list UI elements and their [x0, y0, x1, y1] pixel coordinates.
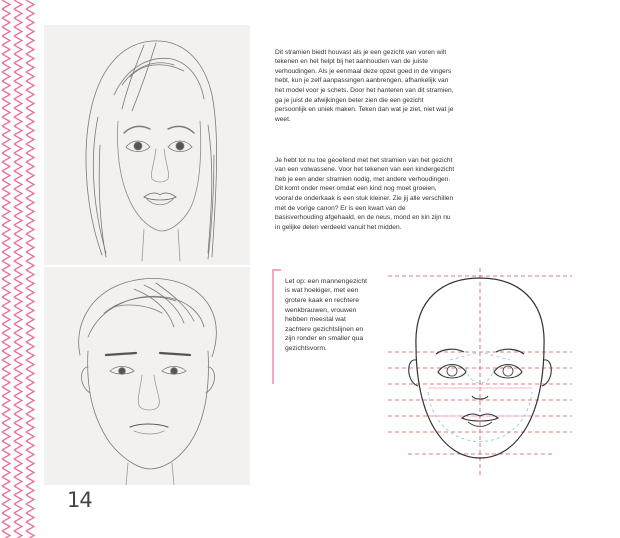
intro-paragraph: Dit stramien biedt houvast als je een gezicht van voren wilt tekenen en het helpt bij het aanhouden van de juiste verhoudingen. Als je eenmaal deze opzet goed in de vingers hebt, kun je zelf aanpassingen aanbrengen, afhankelijk van het model voor je schets. Door het hanteren van dit stramien, ga je juist de afwijkingen beter zien die een gezicht persoonlijk en uniek maken. Teken dan wat je ziet, niet wat je weet. — [275, 48, 454, 123]
woman-face-sketch — [44, 25, 250, 265]
zigzag-border-decoration — [0, 0, 40, 538]
child-face-canon-diagram — [388, 268, 572, 476]
child-canon-paragraph: Je hebt tot nu toe geoefend met het stramien van het gezicht van een volwassene. Voor het tekenen van een kindergezicht heb je een ander stramien nodig, met andere verhoudingen. Dit komt onder meer omdat een kind nog moet groeien, vooral de onderkaak is een stuk kleiner. Zie jij alle verschillen met de vorige canon? Er is een kwart van de basisverhouding afgehaald, en de neus, mond en kin zijn nu in gelijke delen verdeeld vanuit het midden. — [275, 156, 455, 231]
man-face-sketch — [44, 267, 250, 485]
page-number: 14 — [67, 488, 92, 512]
note-text: Let op: een mannengezicht is wat hoekiger, met een grotere kaak en rechtere wenkbrauwen, vrouwen hebben meestal wat zachtere gezichtslijnen en zijn ronder en smaller qua gezichtsvorm. — [285, 277, 368, 352]
